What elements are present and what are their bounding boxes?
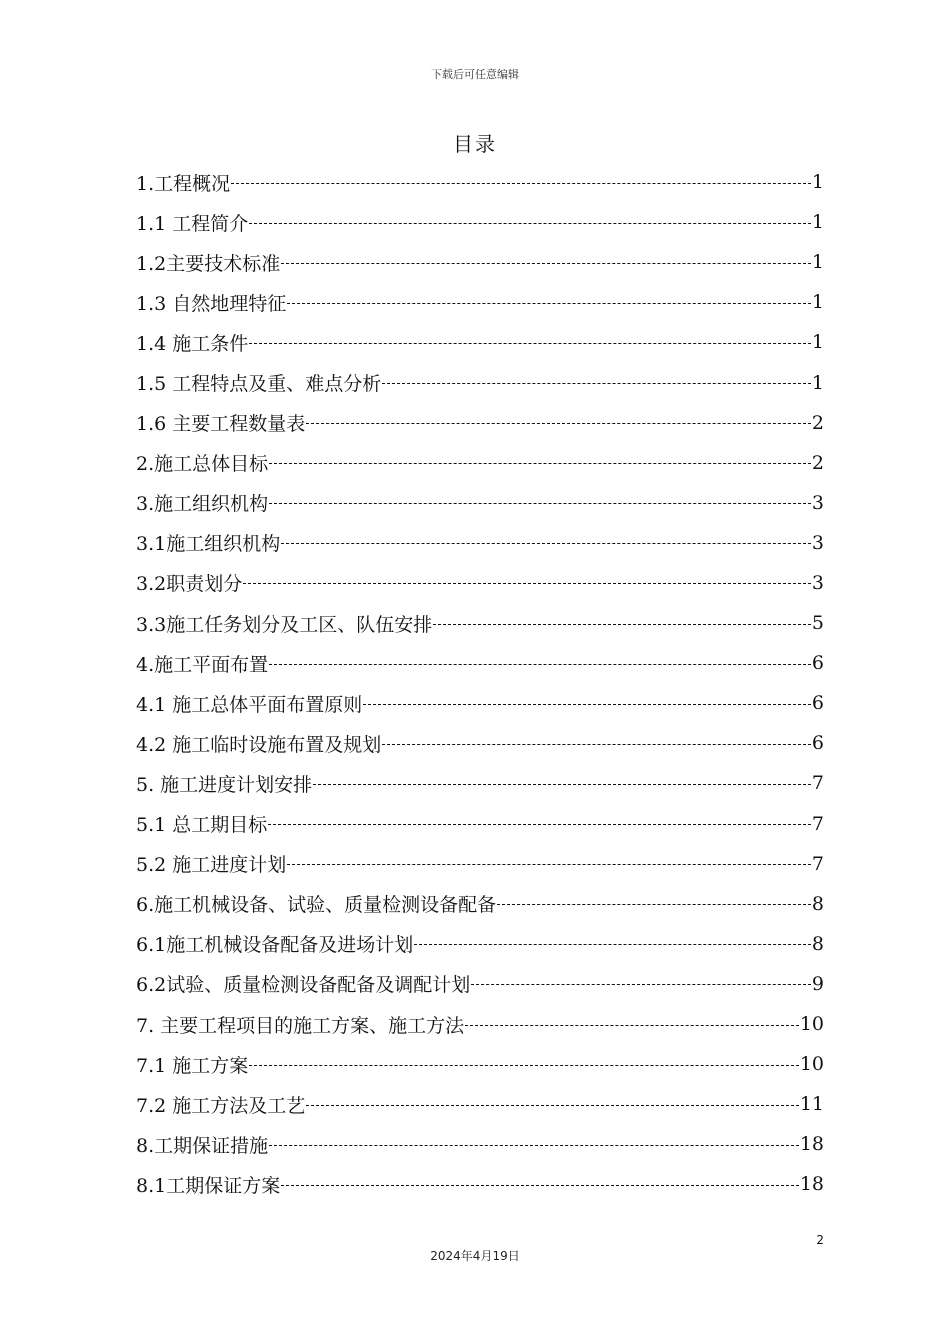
toc-entry-title: 3.3施工任务划分及工区、队伍安排	[136, 613, 433, 636]
toc-entry[interactable]	[136, 964, 824, 1004]
toc-leader-dashes	[231, 183, 811, 184]
toc-entry[interactable]	[136, 242, 824, 282]
toc-entry-title: 8.工期保证措施	[136, 1134, 269, 1157]
toc-entry[interactable]	[136, 1084, 824, 1124]
toc-entry-page: 2	[811, 411, 824, 434]
toc-leader-dashes	[249, 223, 811, 224]
toc-leader-dashes	[249, 343, 811, 344]
toc-entry-title: 7. 主要工程项目的施工方案、施工方法	[136, 1014, 465, 1037]
toc-entry[interactable]	[136, 403, 824, 443]
toc-title: 目录	[453, 132, 497, 156]
toc-entry-page: 11	[799, 1093, 824, 1116]
toc-entry-page: 2	[811, 451, 824, 474]
toc-leader-dashes	[465, 1025, 799, 1026]
toc-entry-title: 1.1 工程简介	[136, 212, 249, 235]
toc-leader-dashes	[382, 383, 811, 384]
toc-entry-page: 3	[811, 531, 824, 554]
toc-entry-page: 7	[811, 812, 824, 835]
toc-entry[interactable]	[136, 723, 824, 763]
toc-entry-page: 7	[811, 772, 824, 795]
toc-leader-dashes	[269, 503, 811, 504]
toc-entry-title: 6.1施工机械设备配备及进场计划	[136, 934, 414, 957]
toc-entry-title: 6.施工机械设备、试验、质量检测设备配备	[136, 894, 497, 917]
toc-entry-page: 1	[811, 251, 824, 274]
toc-entry-page: 6	[811, 692, 824, 715]
toc-entry-title: 1.3 自然地理特征	[136, 292, 287, 315]
toc-entry-title: 3.1施工组织机构	[136, 533, 281, 556]
toc-entry[interactable]	[136, 683, 824, 723]
toc-entry[interactable]	[136, 844, 824, 884]
toc-entry[interactable]	[136, 643, 824, 683]
toc-leader-dashes	[281, 263, 811, 264]
toc-leader-dashes	[243, 583, 811, 584]
toc-leader-dashes	[281, 543, 811, 544]
toc-entry-page: 18	[799, 1133, 824, 1156]
toc-entry-title: 1.4 施工条件	[136, 332, 249, 355]
toc-entry-page: 5	[811, 612, 824, 635]
toc-leader-dashes	[313, 784, 811, 785]
toc-entry-page: 8	[811, 932, 824, 955]
toc-entry-page: 10	[799, 1013, 824, 1036]
toc-entry-title: 5.2 施工进度计划	[136, 854, 287, 877]
toc-entry-title: 4.施工平面布置	[136, 653, 269, 676]
toc-entry-title: 8.1工期保证方案	[136, 1174, 281, 1197]
toc-entry-title: 3.施工组织机构	[136, 493, 269, 516]
toc-leader-dashes	[433, 624, 811, 625]
toc-entry-page: 10	[799, 1053, 824, 1076]
toc-entry-page: 1	[811, 171, 824, 194]
toc-entry-page: 1	[811, 371, 824, 394]
toc-entry[interactable]	[136, 1124, 824, 1164]
toc-entry[interactable]	[136, 1044, 824, 1084]
toc-entry-title: 4.2 施工临时设施布置及规划	[136, 733, 382, 756]
toc-leader-dashes	[382, 744, 811, 745]
toc-entry[interactable]	[136, 282, 824, 322]
toc-entry-page: 18	[799, 1173, 824, 1196]
toc-entry-title: 3.2职责划分	[136, 573, 243, 596]
toc-entry[interactable]	[136, 523, 824, 563]
toc-leader-dashes	[471, 984, 811, 985]
toc-entry-title: 1.6 主要工程数量表	[136, 413, 306, 436]
toc-entry[interactable]	[136, 603, 824, 643]
toc-entry-title: 1.5 工程特点及重、难点分析	[136, 373, 382, 396]
toc-entry-title: 7.1 施工方案	[136, 1054, 249, 1077]
toc-leader-dashes	[249, 1065, 799, 1066]
toc-entry[interactable]	[136, 563, 824, 603]
toc-entry-page: 9	[811, 972, 824, 995]
page-number: 2	[816, 1233, 824, 1247]
toc-leader-dashes	[269, 1145, 799, 1146]
toc-entry[interactable]	[136, 202, 824, 242]
toc-entry-page: 1	[811, 211, 824, 234]
toc-entry[interactable]	[136, 924, 824, 964]
toc-entry[interactable]	[136, 884, 824, 924]
toc-entry-page: 3	[811, 571, 824, 594]
toc-entry-title: 6.2试验、质量检测设备配备及调配计划	[136, 974, 471, 997]
toc-entry-page: 1	[811, 331, 824, 354]
toc-leader-dashes	[268, 824, 811, 825]
toc-leader-dashes	[281, 1185, 799, 1186]
toc-entry[interactable]	[136, 804, 824, 844]
toc-leader-dashes	[306, 1105, 799, 1106]
toc-leader-dashes	[414, 944, 811, 945]
toc-entry-page: 1	[811, 291, 824, 314]
table-of-contents	[136, 162, 824, 1204]
toc-entry[interactable]	[136, 1164, 824, 1204]
toc-entry-title: 5. 施工进度计划安排	[136, 773, 313, 796]
toc-entry-title: 1.工程概况	[136, 172, 231, 195]
toc-leader-dashes	[497, 904, 811, 905]
toc-entry-page: 6	[811, 732, 824, 755]
toc-entry-title: 1.2主要技术标准	[136, 252, 281, 275]
toc-entry-page: 6	[811, 652, 824, 675]
toc-entry[interactable]	[136, 443, 824, 483]
toc-leader-dashes	[287, 303, 811, 304]
toc-entry[interactable]	[136, 362, 824, 402]
toc-leader-dashes	[287, 864, 811, 865]
toc-entry-page: 3	[811, 491, 824, 514]
page-footer-date: 2024年4月19日	[430, 1249, 520, 1263]
toc-entry-title: 2.施工总体目标	[136, 453, 269, 476]
toc-leader-dashes	[269, 664, 811, 665]
toc-entry[interactable]	[136, 322, 824, 362]
toc-entry[interactable]	[136, 763, 824, 803]
toc-entry-title: 4.1 施工总体平面布置原则	[136, 693, 363, 716]
page-header: 下载后可任意编辑	[431, 68, 519, 81]
toc-leader-dashes	[306, 423, 811, 424]
toc-entry-title: 7.2 施工方法及工艺	[136, 1094, 306, 1117]
toc-entry[interactable]	[136, 162, 824, 202]
toc-leader-dashes	[269, 463, 811, 464]
toc-entry-title: 5.1 总工期目标	[136, 814, 268, 837]
toc-entry-page: 8	[811, 892, 824, 915]
toc-entry[interactable]	[136, 483, 824, 523]
toc-entry[interactable]	[136, 1004, 824, 1044]
toc-leader-dashes	[363, 704, 811, 705]
toc-entry-page: 7	[811, 852, 824, 875]
